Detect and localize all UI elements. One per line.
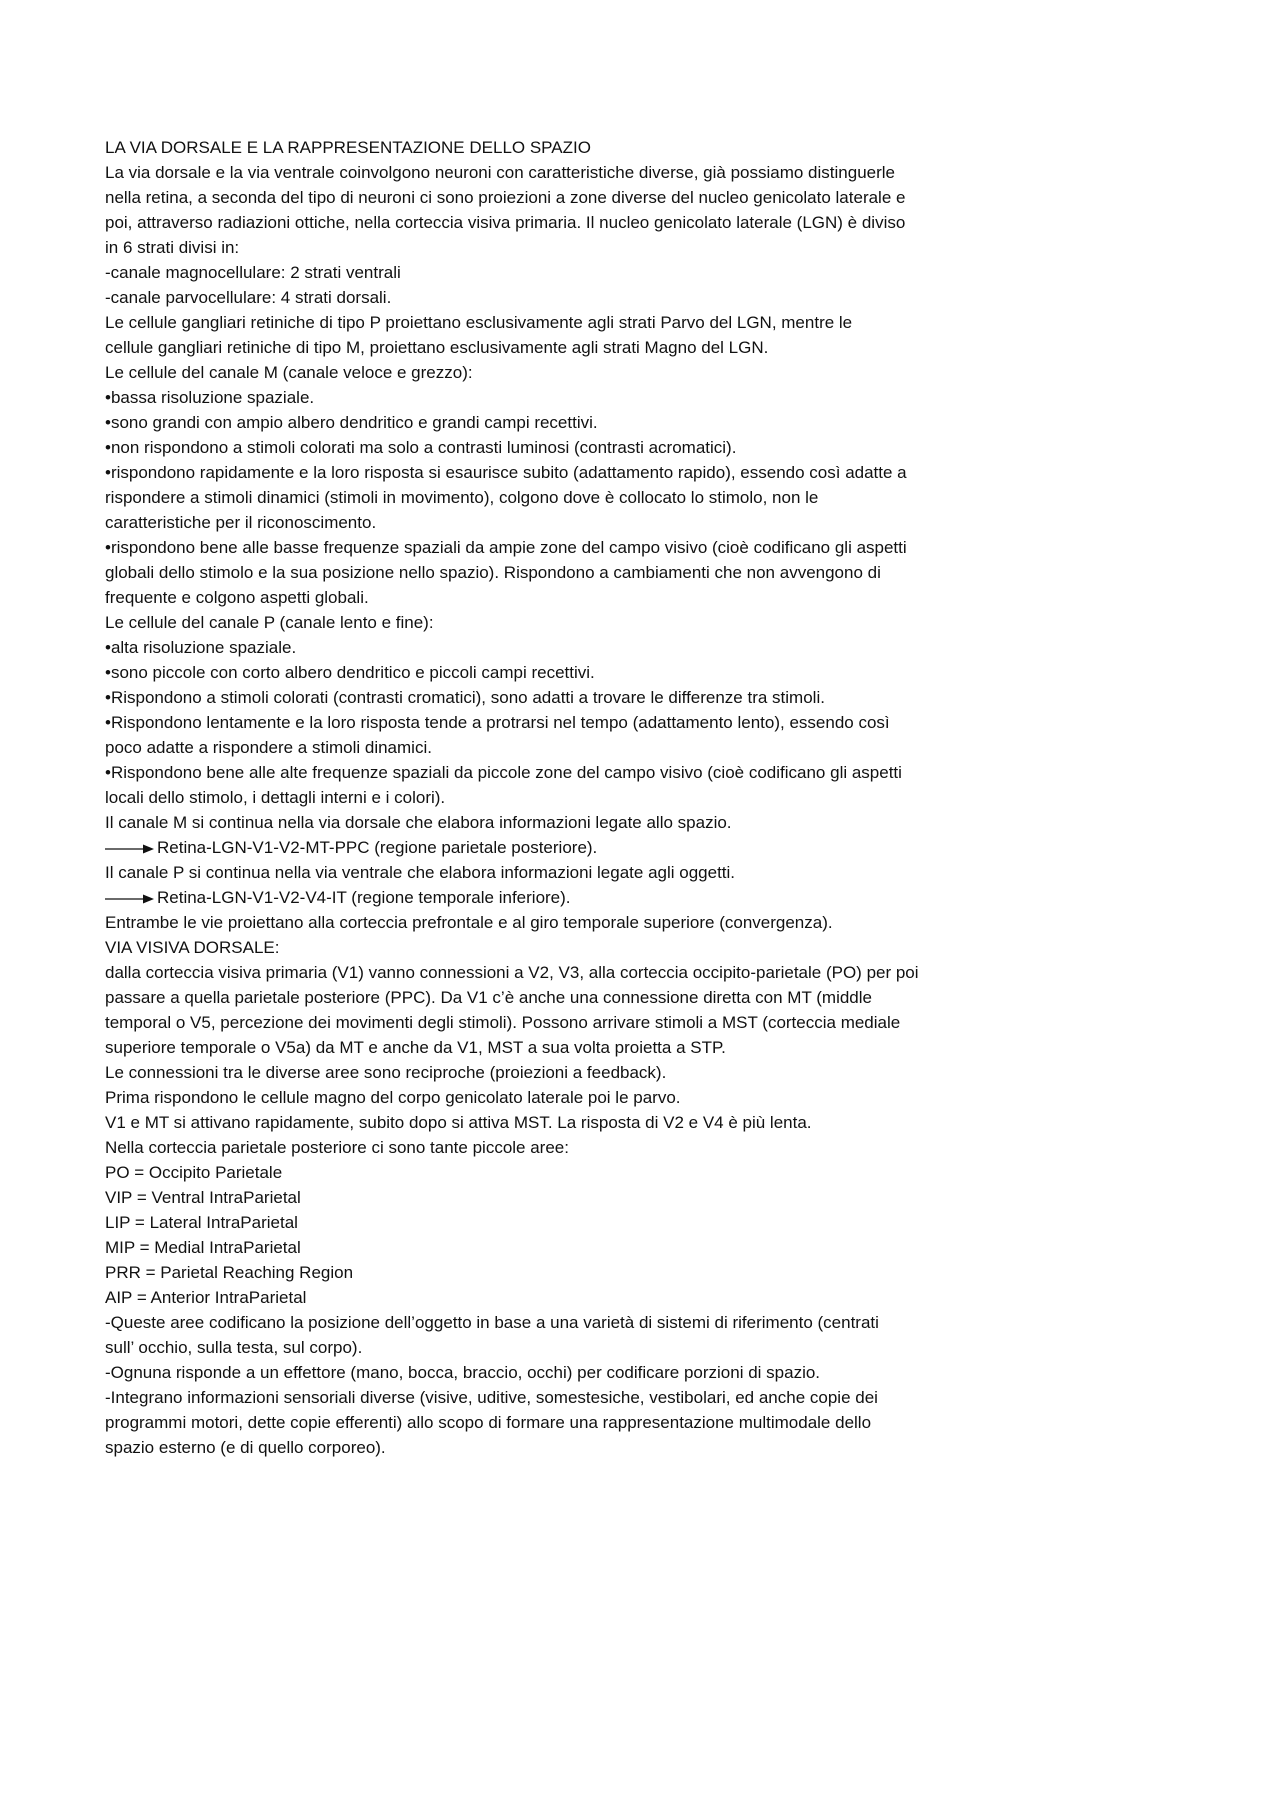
text-line: •bassa risoluzione spaziale. xyxy=(105,388,315,407)
text-line: locali dello stimolo, i dettagli interni e i colori). xyxy=(105,788,446,807)
text-line: temporal o V5, percezione dei movimenti degli stimoli). Possono arrivare stimoli a MST (corteccia mediale xyxy=(105,1013,901,1032)
text-line: •sono piccole con corto albero dendritico e piccoli campi recettivi. xyxy=(105,663,595,682)
text-line: -canale magnocellulare: 2 strati ventrali xyxy=(105,263,401,282)
text-line: -Ognuna risponde a un effettore (mano, bocca, braccio, occhi) per codificare porzioni di spazio. xyxy=(105,1363,821,1382)
text-line: •Rispondono lentamente e la loro risposta tende a protrarsi nel tempo (adattamento lento), essendo così xyxy=(105,713,890,732)
text-line: VIP = Ventral IntraParietal xyxy=(105,1188,301,1207)
text-line: -Queste aree codificano la posizione dell’oggetto in base a una varietà di sistemi di riferimento (centrati xyxy=(105,1313,879,1332)
text-line: -canale parvocellulare: 4 strati dorsali. xyxy=(105,288,392,307)
text-line: LA VIA DORSALE E LA RAPPRESENTAZIONE DELLO SPAZIO xyxy=(105,138,591,157)
text-line: Il canale M si continua nella via dorsale che elabora informazioni legate allo spazio. xyxy=(105,813,732,832)
text-line: nella retina, a seconda del tipo di neuroni ci sono proiezioni a zone diverse del nucleo genicolato laterale e xyxy=(105,188,906,207)
text-line: •Rispondono bene alle alte frequenze spaziali da piccole zone del campo visivo (cioè codificano gli aspetti xyxy=(105,763,902,782)
text-line: Le cellule gangliari retiniche di tipo P proiettano esclusivamente agli strati Parvo del LGN, mentre le xyxy=(105,313,853,332)
text-line: Prima rispondono le cellule magno del corpo genicolato laterale poi le parvo. xyxy=(105,1088,681,1107)
text-line: programmi motori, dette copie efferenti) allo scopo di formare una rappresentazione multimodale dello xyxy=(105,1413,872,1432)
text-line: Entrambe le vie proiettano alla corteccia prefrontale e al giro temporale superiore (convergenza). xyxy=(105,913,833,932)
text-line: Le connessioni tra le diverse aree sono reciproche (proiezioni a feedback). xyxy=(105,1063,667,1082)
text-line: rispondere a stimoli dinamici (stimoli in movimento), colgono dove è collocato lo stimolo, non le xyxy=(105,488,819,507)
ventral-pathway-line xyxy=(105,885,1005,910)
text-line: spazio esterno (e di quello corporeo). xyxy=(105,1438,386,1457)
text-line: passare a quella parietale posteriore (PPC). Da V1 c’è anche una connessione diretta con MT (middle xyxy=(105,988,872,1007)
text-line: PRR = Parietal Reaching Region xyxy=(105,1263,354,1282)
text-line: Le cellule del canale M (canale veloce e grezzo): xyxy=(105,363,473,382)
text-line: •rispondono rapidamente e la loro risposta si esaurisce subito (adattamento rapido), essendo così adatte a xyxy=(105,463,907,482)
text-block-intro xyxy=(105,135,1005,835)
text-line: superiore temporale o V5a) da MT e anche da V1, MST a sua volta proietta a STP. xyxy=(105,1038,726,1057)
text-line: caratteristiche per il riconoscimento. xyxy=(105,513,377,532)
text-line: LIP = Lateral IntraParietal xyxy=(105,1213,298,1232)
text-line: poco adatte a rispondere a stimoli dinamici. xyxy=(105,738,432,757)
arrow-right-icon xyxy=(105,893,155,905)
dorsal-pathway-text: Retina-LGN-V1-V2-MT-PPC (regione parietale posteriore). xyxy=(157,838,598,857)
text-line: •Rispondono a stimoli colorati (contrasti cromatici), sono adatti a trovare le differenze tra stimoli. xyxy=(105,688,825,707)
text-line: La via dorsale e la via ventrale coinvolgono neuroni con caratteristiche diverse, già possiamo distinguerle xyxy=(105,163,896,182)
text-line: in 6 strati divisi in: xyxy=(105,238,240,257)
text-line: AIP = Anterior IntraParietal xyxy=(105,1288,307,1307)
text-line: globali dello stimolo e la sua posizione nello spazio). Rispondono a cambiamenti che non avvengono di xyxy=(105,563,881,582)
text-line: dalla corteccia visiva primaria (V1) vanno connessioni a V2, V3, alla corteccia occipito-parietale (PO) per poi xyxy=(105,963,919,982)
text-line: frequente e colgono aspetti globali. xyxy=(105,588,369,607)
ventral-pathway-text: Retina-LGN-V1-V2-V4-IT (regione temporale inferiore). xyxy=(157,888,571,907)
text-line: •rispondono bene alle basse frequenze spaziali da ampie zone del campo visivo (cioè codificano gli aspetti xyxy=(105,538,907,557)
text-line: cellule gangliari retiniche di tipo M, proiettano esclusivamente agli strati Magno del LGN. xyxy=(105,338,769,357)
text-line: Nella corteccia parietale posteriore ci sono tante piccole aree: xyxy=(105,1138,569,1157)
text-line: Le cellule del canale P (canale lento e fine): xyxy=(105,613,434,632)
text-line: •sono grandi con ampio albero dendritico e grandi campi recettivi. xyxy=(105,413,598,432)
text-line: PO = Occipito Parietale xyxy=(105,1163,283,1182)
text-line: VIA VISIVA DORSALE: xyxy=(105,938,280,957)
text-block-dorsal xyxy=(105,910,1005,1460)
text-line: MIP = Medial IntraParietal xyxy=(105,1238,301,1257)
text-line: -Integrano informazioni sensoriali diverse (visive, uditive, somestesiche, vestibolari, ed anche copie dei xyxy=(105,1388,878,1407)
document-page xyxy=(105,135,1005,1460)
text-line: •non rispondono a stimoli colorati ma solo a contrasti luminosi (contrasti acromatici). xyxy=(105,438,737,457)
arrow-right-icon xyxy=(105,843,155,855)
text-line: V1 e MT si attivano rapidamente, subito dopo si attiva MST. La risposta di V2 e V4 è più lenta. xyxy=(105,1113,812,1132)
ventral-intro-line: Il canale P si continua nella via ventrale che elabora informazioni legate agli oggetti. xyxy=(105,863,736,882)
text-line: sull’ occhio, sulla testa, sul corpo). xyxy=(105,1338,363,1357)
text-line: poi, attraverso radiazioni ottiche, nella corteccia visiva primaria. Il nucleo genicolato laterale (LGN) è diviso xyxy=(105,213,906,232)
dorsal-pathway-line xyxy=(105,835,1005,860)
text-line: •alta risoluzione spaziale. xyxy=(105,638,297,657)
